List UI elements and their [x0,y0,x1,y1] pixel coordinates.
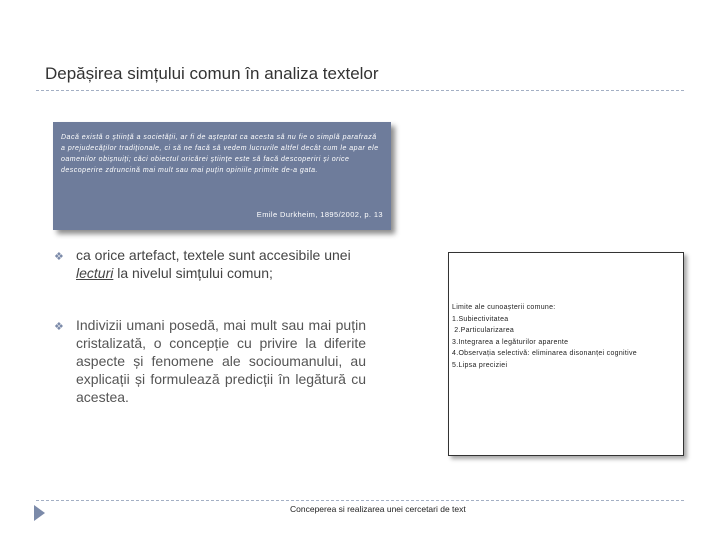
triangle-arrow-icon [34,505,45,521]
limits-list [452,302,680,371]
diamond-bullet-icon: ❖ [54,251,64,263]
limits-box [448,252,684,456]
quote-text: Dacă există o știință a societății, ar fi de așteptat ca acesta să nu fie o simplă parafrază a prejudecăților tradiționale, ci să ne facă să vedem lucrurile altfel decât cum le apar ele oamenilor obișnuiți; căci obiectul oricărei științe este să facă descoperiri și orice descoperire zdruncină mai mult sau mai puțin opiniile primite de-a gata. [61,134,379,174]
bullet-text [76,246,366,282]
limits-item: 3.Integrarea a legăturilor aparente [452,338,569,346]
diamond-bullet-icon: ❖ [54,321,64,333]
quote-source: Emile Durkheim, 1895/2002, p. 13 [256,210,383,219]
bullet-emphasis: lecturi [76,265,114,281]
bullet-text-start: ca orice artefact, textele sunt accesibile unei [76,247,351,263]
limits-item: 4.Observația selectivă: eliminarea disonanței cognitive [452,350,637,357]
bullet-text: Indivizii umani posedă, mai mult sau mai puțin cristalizată, o concepție cu privire la diferite aspecte și fenomene ale socioumanului, au explicații și formulează predicții în legătură cu acestea. [76,317,366,405]
limits-item: 2.Particularizarea [452,327,515,334]
title-divider [36,90,684,91]
footer-divider [36,500,684,501]
slide-title: Depășirea simțului comun în analiza textelor [45,64,379,83]
quote-box [53,122,391,230]
bullet-text-end: la nivelul simțului comun; [113,265,273,281]
footer-text: Conceperea si realizarea unei cercetari de text [290,504,466,514]
limits-heading: Limite ale cunoașterii comune: [452,304,556,311]
limits-item: 5.Lipsa preciziei [452,361,508,369]
limits-item: 1.Subiectivitatea [452,315,509,323]
